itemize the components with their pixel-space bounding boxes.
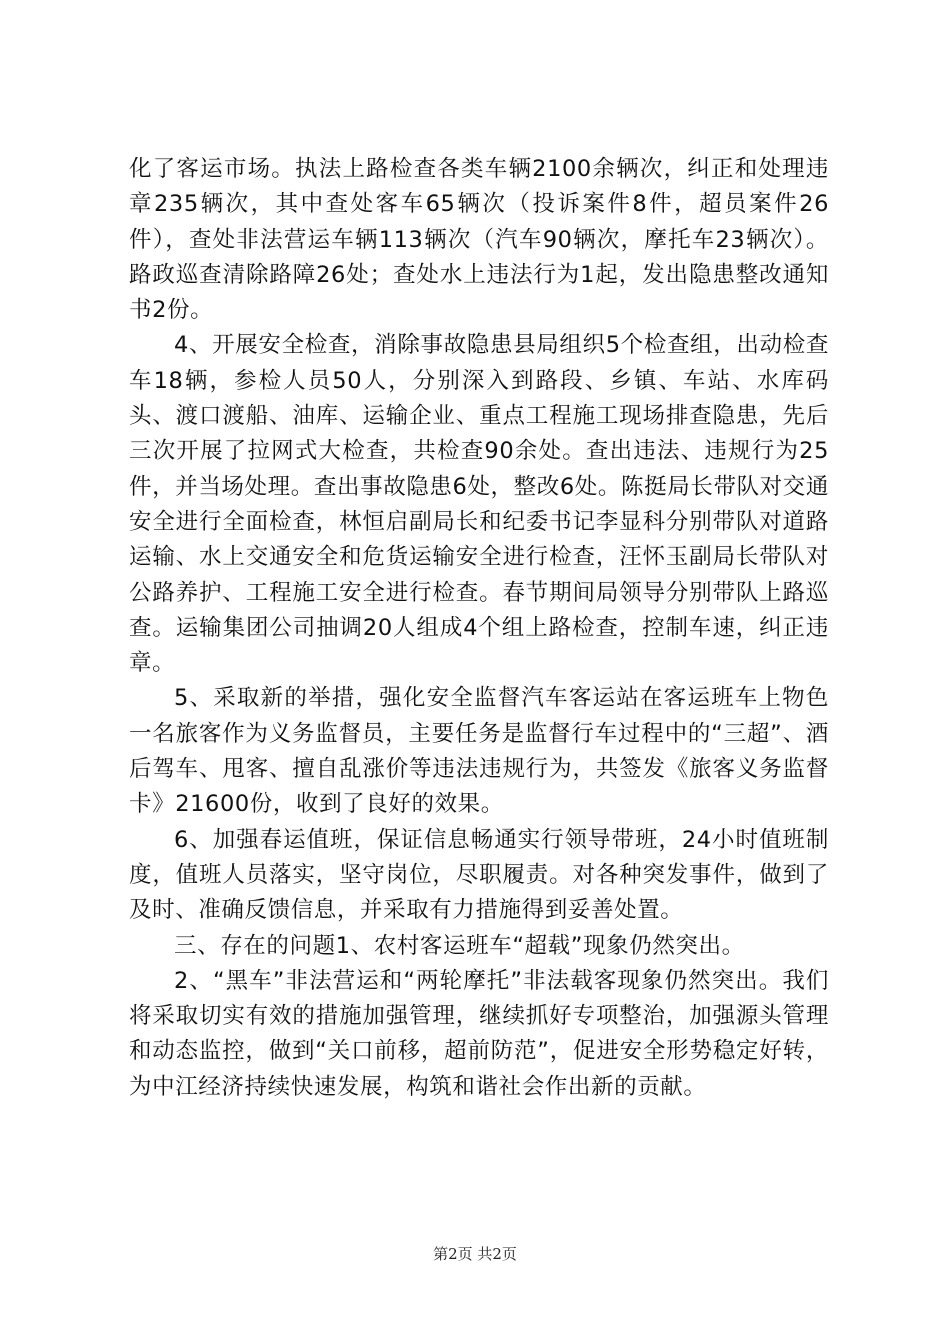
page-number-footer: 第2页 共2页 (433, 1245, 517, 1263)
paragraph-supervision-measures: 5、采取新的举措，强化安全监督汽车客运站在客运班车上物色一名旅客作为义务监督员，主要任务是监督行车过程中的“三超”、酒后驾车、甩客、擅自乱涨价等违法违规行为，共签发《旅客义务监督卡》21600份，收到了良好的效果。 (129, 685, 829, 818)
paragraph-continuation: 化了客运市场。执法上路检查各类车辆2100余辆次，纠正和处理违章235辆次，其中查处客车65辆次（投诉案件8件，超员案件26件），查处非法营运车辆113辆次（汽车90辆次，摩托车23辆次）。路政巡查清除路障26处；查处水上违法行为1起，发出隐患整改通知书2份。 (129, 156, 829, 324)
paragraph-duty-shift: 6、加强春运值班，保证信息畅通实行领导带班，24小时值班制度，值班人员落实，坚守岗位，尽职履责。对各种突发事件，做到了及时、准确反馈信息，并采取有力措施得到妥善处置。 (129, 826, 829, 924)
paragraph-problems-heading: 三、存在的问题1、农村客运班车“超载”现象仍然突出。 (174, 932, 745, 959)
document-body (129, 152, 829, 1105)
paragraph-safety-inspection: 4、开展安全检查，消除事故隐患县局组织5个检查组，出动检查车18辆，参检人员50人，分别深入到路段、乡镇、车站、水库码头、渡口渡船、油库、运输企业、重点工程施工现场排查隐患，先后三次开展了拉网式大检查，共检查90余处。查出违法、违规行为25件，并当场处理。查出事故隐患6处，整改6处。陈挺局长带队对交通安全进行全面检查，林恒启副局长和纪委书记李显科分别带队对道路运输、水上交通安全和危货运输安全进行检查，汪怀玉副局长带队对公路养护、工程施工安全进行检查。春节期间局领导分别带队上路巡查。运输集团公司抽调20人组成4个组上路检查，控制车速，纠正违章。 (129, 332, 829, 677)
paragraph-problems-detail: 2、“黑车”非法营运和“两轮摩托”非法载客现象仍然突出。我们将采取切实有效的措施加强管理，继续抓好专项整治，加强源头管理和动态监控，做到“关口前移，超前防范”，促进安全形势稳定好转，为中江经济持续快速发展，构筑和谐社会作出新的贡献。 (129, 967, 829, 1100)
